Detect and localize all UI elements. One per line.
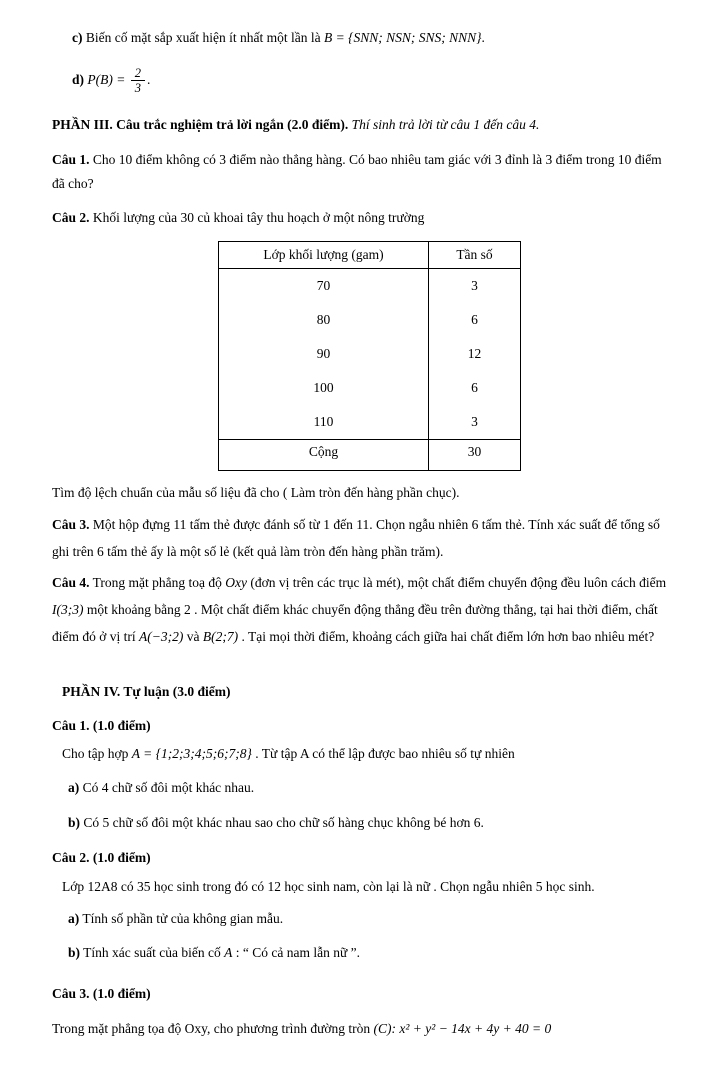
table-cell-frequency: 6 [429,303,521,337]
table-cell-mass: 90 [316,345,331,361]
part4-q1-intro-suffix: . Từ tập A có thể lập được bao nhiêu số tự nhiên [251,745,515,761]
table-row [219,405,521,440]
part3-q2-after: Tìm độ lệch chuẩn của mẫu số liệu đã cho ( Làm tròn đến hàng phần chục). [52,484,460,500]
part4-q1-item-a [52,776,677,800]
table-cell-frequency: 12 [429,337,521,371]
part3-q3-label: Câu 3. [52,516,90,532]
table-row [219,337,521,371]
part3-question-4 [52,569,677,650]
item-c-text: Biến cố mặt sắp xuất hiện ít nhất một lần là [85,30,321,45]
table-cell-frequency: 3 [429,268,521,303]
table-header-frequency: Tần số [429,241,521,268]
part3-heading-title: PHẦN III. Câu trắc nghiệm trả lời ngắn (2.0 điểm). [52,117,349,133]
part4-q3-label: Câu 3. (1.0 điểm) [52,986,151,1002]
part3-question-3 [52,511,677,565]
part3-question-1 [52,148,677,195]
table-cell-frequency: 3 [429,405,521,440]
part3-q4-text-segment: (đơn vị trên các trục là mét), một chất điểm chuyển động đều luôn cách điểm [247,574,667,590]
item-c-label: c) [72,30,83,45]
part4-q2-a-text: Tính số phần tử của không gian mẫu. [82,910,284,926]
table-cell-frequency: 6 [429,371,521,405]
part4-q2-b-event: A [224,944,233,960]
fraction-denominator: 3 [134,81,141,95]
table-total-value: 30 [429,439,521,470]
part4-q1-b-text: Có 5 chữ số đôi một khác nhau sao cho chữ số hàng chục không bé hơn 6. [83,815,484,830]
part4-q1-label: Câu 1. (1.0 điểm) [52,718,151,734]
table-total-label: Cộng [219,439,429,470]
item-c-formula: B = {SNN; NSN; SNS; NNN} [323,30,482,45]
item-c-suffix: . [481,30,485,45]
table-header-row [219,241,521,268]
part3-q1-text: Cho 10 điểm không có 3 điểm nào thẳng hàng. Có bao nhiêu tam giác với 3 đỉnh là 3 điểm trong 10 điểm đã cho? [52,152,662,191]
part4-q1-a-text: Có 4 chữ số đôi một khác nhau. [82,780,255,796]
part4-q3-circle-equation: (C): x² + y² − 14x + 4y + 40 = 0 [373,1020,552,1036]
part4-q2-item-b [52,941,677,965]
part3-q4-label: Câu 4. [52,574,90,590]
frequency-table-wrapper [218,241,677,471]
part3-heading-note: Thí sinh trả lời từ câu 1 đến câu 4. [351,117,540,133]
part4-q2-item-a [52,907,677,931]
part3-q4-text-segment: một khoảng bằng 2 . Một chất điểm khác chuyển động thẳng đều trên đường thẳng, tại hai thời điểm, chất điểm đó ở vị trí [52,601,658,644]
frequency-table [218,241,521,471]
table-header-mass: Lớp khối lượng (gam) [219,241,429,268]
part3-heading [52,113,677,137]
item-d-suffix: . [146,71,151,87]
table-cell-mass: 100 [313,379,334,395]
part3-q2-label: Câu 2. [52,210,90,226]
part4-q2-b-suffix: : “ Có cả nam lẫn nữ ”. [232,944,361,960]
part3-q4-text-segment: . Tại mọi thời điểm, khoảng cách giữa hai chất điểm lớn hơn bao nhiêu mét? [238,628,655,644]
part4-q2-a-label: a) [68,910,80,926]
answer-item-c [52,26,677,50]
part3-q4-text-segment: Trong mặt phẳng toạ độ [92,574,226,590]
part3-q4-math-point-a: A(−3;2) [139,628,184,644]
part4-question-3-label [52,982,677,1006]
part3-q4-text-segment: và [183,628,203,644]
table-total-row [219,439,521,470]
part4-q2-b-text: Tính xác suất của biến cố [83,944,225,960]
part4-heading-title: PHẦN IV. Tự luận (3.0 điểm) [62,683,231,699]
part3-q2-text: Khối lượng của 30 củ khoai tây thu hoạch ở một nông trường [92,210,425,226]
part3-q2-after-text [52,481,677,505]
part4-q1-a-label: a) [68,780,80,796]
part4-q3-text [52,1017,677,1041]
item-d-label: d) [72,71,85,87]
part3-q3-text: Một hộp đựng 11 tấm thẻ được đánh số từ 1 đến 11. Chọn ngẫu nhiên 6 tấm thẻ. Tính xác suất để tổng số ghi trên 6 tấm thẻ ấy là một số lẻ (kết quả làm tròn đến hàng phần trăm). [52,516,660,559]
item-d-formula-lhs: P(B) = [87,71,126,87]
part4-q1-b-label: b) [68,815,81,830]
answer-item-d [52,66,677,96]
table-row [219,371,521,405]
part4-q3-text-prefix: Trong mặt phẳng tọa độ Oxy, cho phương trình đường tròn [52,1020,374,1036]
part3-q4-math-oxy: Oxy [225,574,248,590]
part4-heading [52,680,677,704]
part4-q2-label: Câu 2. (1.0 điểm) [52,849,151,865]
fraction-numerator: 2 [131,66,145,81]
table-row [219,303,521,337]
part4-q2-b-label: b) [68,944,81,960]
part4-q2-intro-text: Lớp 12A8 có 35 học sinh trong đó có 12 học sinh nam, còn lại là nữ . Chọn ngẫu nhiên 5 học sinh. [62,879,595,895]
part4-q1-intro [52,742,677,766]
part3-question-2 [52,206,677,230]
table-row [219,268,521,303]
part3-q4-math-point-i: I(3;3) [52,601,84,617]
part4-q1-set-formula: A = {1;2;3;4;5;6;7;8} [131,745,252,761]
table-cell-mass: 110 [313,413,334,429]
fraction [131,66,145,96]
part4-question-2-label [52,846,677,870]
part3-q4-math-point-b: B(2;7) [202,628,239,644]
part4-q1-intro-text: Cho tập hợp [62,745,132,761]
table-cell-mass: 70 [316,277,331,293]
part4-q2-intro [52,875,677,899]
part4-question-1-label [52,714,677,738]
part4-q1-item-b [52,811,677,835]
table-cell-mass: 80 [316,311,331,327]
part3-q1-label: Câu 1. [52,152,90,167]
